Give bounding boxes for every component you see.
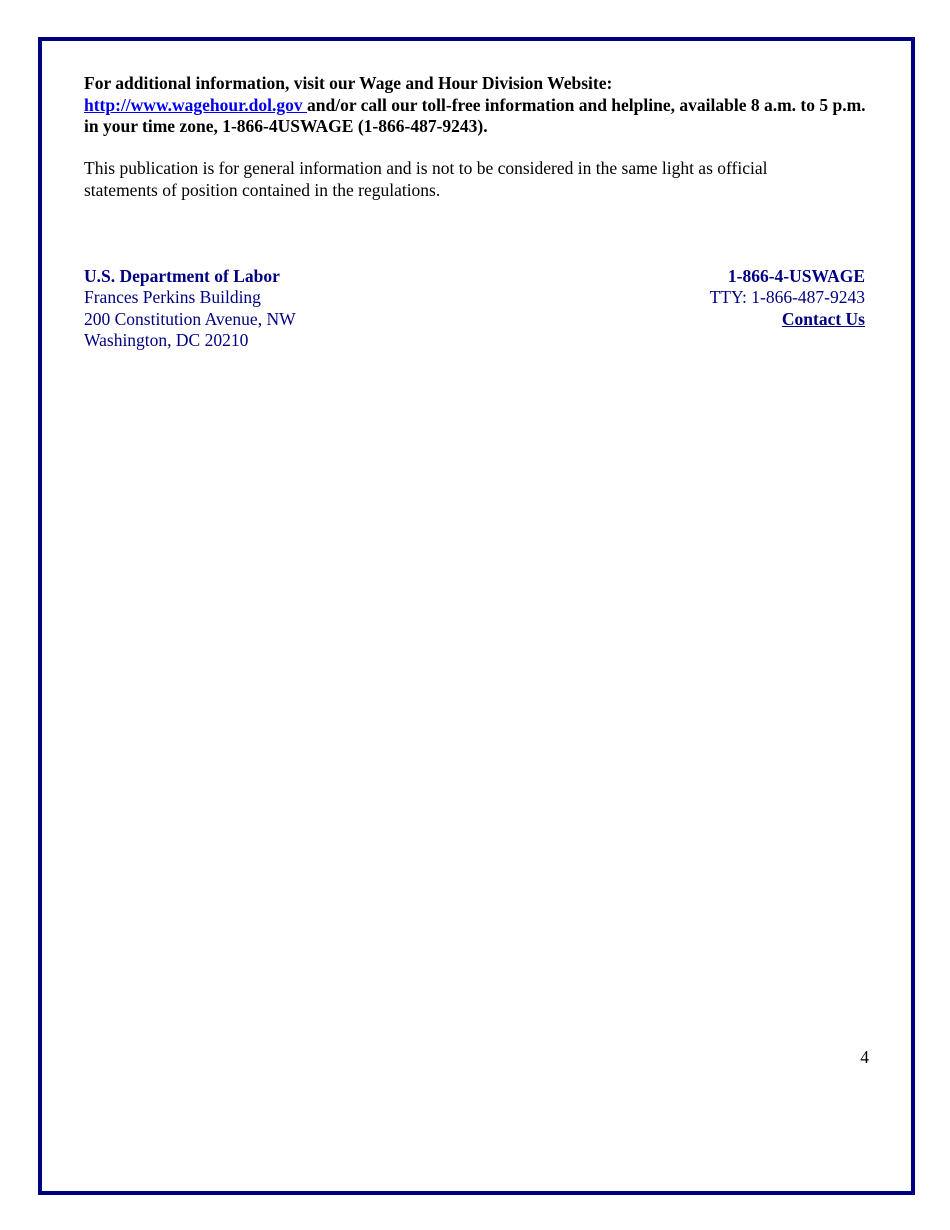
street-address: 200 Constitution Avenue, NW xyxy=(84,308,296,329)
info-intro: For additional information, visit our Wage and Hour Division Website: xyxy=(84,73,613,93)
city-state-zip: Washington, DC 20210 xyxy=(84,329,249,350)
info-helpline-text: and/or call our toll-free information and helpline, available 8 a.m. to 5 p.m. in your time zone, 1-866-4USWAGE (1-866-487-9243). xyxy=(84,94,866,136)
phone-number: 1-866-4-USWAGE xyxy=(727,266,865,286)
additional-info-paragraph xyxy=(84,73,874,138)
page-number: 4 xyxy=(860,1047,869,1067)
department-address xyxy=(84,266,296,351)
tty-number: TTY: 1-866-487-9243 xyxy=(709,287,865,308)
page-border xyxy=(38,37,915,1195)
contact-us-link[interactable]: Contact Us xyxy=(781,308,865,329)
wagehour-website-link[interactable]: http://www.wagehour.dol.gov xyxy=(84,94,307,115)
disclaimer-paragraph: This publication is for general information and is not to be considered in the same light as official statements of position contained in the regulations. xyxy=(84,158,768,200)
building-name: Frances Perkins Building xyxy=(84,287,261,308)
department-name: U.S. Department of Labor xyxy=(84,266,280,286)
contact-info xyxy=(710,266,865,330)
